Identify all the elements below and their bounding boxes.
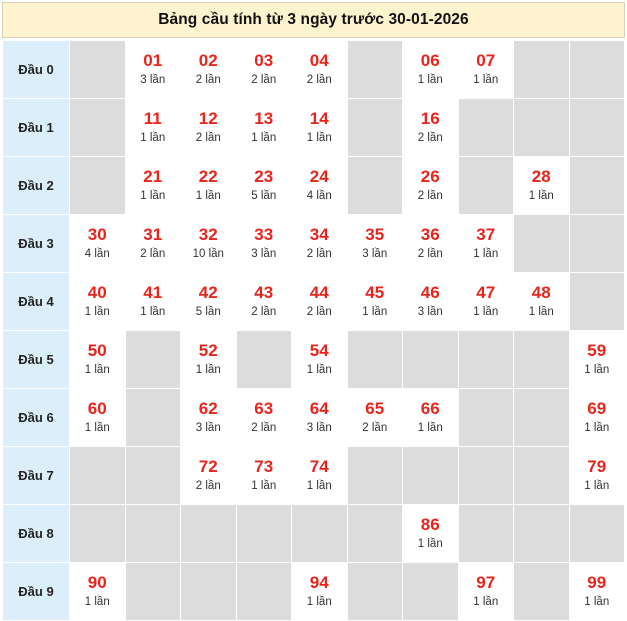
cell-count: 1 lần [195, 364, 221, 376]
cell-number: 11 [143, 109, 162, 128]
number-cell[interactable] [125, 215, 181, 273]
number-cell[interactable] [347, 215, 403, 273]
cell-count: 5 lần [195, 306, 221, 318]
number-cell[interactable] [181, 273, 237, 331]
cell-count: 1 lần [584, 364, 610, 376]
table-body [3, 41, 625, 621]
cell-number: 90 [87, 573, 107, 592]
cell-count: 1 lần [306, 596, 332, 608]
empty-cell [70, 41, 126, 99]
cell-number: 34 [309, 225, 329, 244]
number-cell[interactable] [569, 447, 625, 505]
row-header-label: Đầu 0 [18, 62, 54, 77]
cell-number: 28 [531, 167, 551, 186]
cell-number: 42 [198, 283, 218, 302]
table-row [3, 273, 625, 331]
cell-count: 1 lần [528, 306, 554, 318]
number-cell[interactable] [458, 273, 514, 331]
cell-count: 1 lần [584, 422, 610, 434]
cell-count: 2 lần [306, 248, 332, 260]
cell-number: 64 [309, 399, 329, 418]
empty-cell [514, 505, 570, 563]
empty-cell [347, 447, 403, 505]
number-cell[interactable] [403, 273, 459, 331]
empty-cell [458, 99, 514, 157]
cell-number: 03 [254, 51, 274, 70]
cell-number: 79 [587, 457, 607, 476]
number-cell[interactable] [70, 331, 126, 389]
cell-count: 1 lần [84, 596, 110, 608]
cell-number: 14 [309, 109, 329, 128]
number-cell[interactable] [403, 99, 459, 157]
cell-number: 48 [531, 283, 551, 302]
cell-number: 46 [420, 283, 440, 302]
cell-number: 72 [198, 457, 218, 476]
number-cell[interactable] [70, 389, 126, 447]
cell-number: 73 [254, 457, 274, 476]
cell-count: 3 lần [362, 248, 388, 260]
cell-number: 16 [420, 109, 440, 128]
number-cell[interactable] [292, 273, 348, 331]
cell-count: 1 lần [140, 306, 166, 318]
number-cell[interactable] [347, 273, 403, 331]
number-cell[interactable] [292, 215, 348, 273]
cell-number: 44 [309, 283, 329, 302]
empty-cell [403, 447, 459, 505]
row-header-4 [3, 273, 70, 331]
cell-count: 1 lần [84, 364, 110, 376]
number-cell[interactable] [236, 157, 292, 215]
number-cell[interactable] [236, 273, 292, 331]
table-row [3, 157, 625, 215]
empty-cell [514, 447, 570, 505]
number-cell[interactable] [125, 41, 181, 99]
empty-cell [458, 505, 514, 563]
row-header-label: Đầu 7 [18, 468, 54, 483]
cell-count: 2 lần [195, 74, 221, 86]
cell-number: 65 [365, 399, 385, 418]
empty-cell [181, 505, 237, 563]
empty-cell [70, 505, 126, 563]
empty-cell [458, 447, 514, 505]
cell-count: 1 lần [473, 74, 499, 86]
row-header-2 [3, 157, 70, 215]
number-cell[interactable] [403, 505, 459, 563]
number-cell[interactable] [181, 331, 237, 389]
row-header-3 [3, 215, 70, 273]
cell-number: 26 [420, 167, 440, 186]
cell-number: 04 [309, 51, 329, 70]
empty-cell [347, 505, 403, 563]
cell-count: 1 lần [84, 306, 110, 318]
empty-cell [514, 331, 570, 389]
cell-count: 1 lần [584, 480, 610, 492]
cell-count: 10 lần [192, 248, 224, 260]
cell-count: 4 lần [84, 248, 110, 260]
number-cell[interactable] [236, 389, 292, 447]
number-cell[interactable] [403, 215, 459, 273]
cell-count: 1 lần [417, 422, 443, 434]
number-cell[interactable] [347, 389, 403, 447]
row-header-5 [3, 331, 70, 389]
table-row [3, 447, 625, 505]
cell-number: 01 [143, 51, 163, 70]
number-cell[interactable] [292, 331, 348, 389]
number-cell[interactable] [181, 389, 237, 447]
empty-cell [347, 157, 403, 215]
empty-cell [569, 157, 625, 215]
empty-cell [514, 389, 570, 447]
number-cell[interactable] [236, 215, 292, 273]
cell-number: 36 [420, 225, 440, 244]
number-cell[interactable] [125, 273, 181, 331]
cell-count: 1 lần [251, 480, 277, 492]
number-cell[interactable] [292, 389, 348, 447]
row-header-1 [3, 99, 70, 157]
cell-number: 02 [198, 51, 218, 70]
cell-count: 2 lần [417, 190, 443, 202]
row-header-8 [3, 505, 70, 563]
cell-count: 1 lần [306, 480, 332, 492]
cell-number: 12 [198, 109, 218, 128]
cell-number: 37 [476, 225, 496, 244]
cell-count: 2 lần [251, 422, 277, 434]
row-header-label: Đầu 3 [18, 236, 54, 251]
row-header-label: Đầu 6 [18, 410, 54, 425]
cell-count: 1 lần [584, 596, 610, 608]
number-cell[interactable] [403, 389, 459, 447]
empty-cell [347, 331, 403, 389]
number-cell[interactable] [236, 99, 292, 157]
cell-number: 21 [143, 167, 163, 186]
cell-count: 1 lần [473, 248, 499, 260]
cell-count: 2 lần [195, 480, 221, 492]
cell-number: 30 [87, 225, 107, 244]
row-header-7 [3, 447, 70, 505]
row-header-label: Đầu 2 [18, 178, 54, 193]
cell-count: 5 lần [251, 190, 277, 202]
head-frequency-table [2, 40, 625, 621]
cell-number: 07 [476, 51, 496, 70]
number-cell[interactable] [181, 447, 237, 505]
number-cell[interactable] [181, 41, 237, 99]
cell-number: 69 [587, 399, 607, 418]
empty-cell [236, 505, 292, 563]
cell-count: 3 lần [195, 422, 221, 434]
number-cell[interactable] [181, 215, 237, 273]
number-cell[interactable] [70, 215, 126, 273]
cell-count: 1 lần [528, 190, 554, 202]
cell-number: 52 [198, 341, 218, 360]
empty-cell [125, 505, 181, 563]
row-header-6 [3, 389, 70, 447]
cell-count: 3 lần [306, 422, 332, 434]
cell-count: 2 lần [306, 306, 332, 318]
number-cell[interactable] [236, 41, 292, 99]
row-header-label: Đầu 9 [18, 584, 54, 599]
empty-cell [125, 447, 181, 505]
empty-cell [236, 331, 292, 389]
cell-number: 24 [309, 167, 329, 186]
empty-cell [458, 331, 514, 389]
number-cell[interactable] [181, 99, 237, 157]
empty-cell [125, 331, 181, 389]
number-cell[interactable] [403, 157, 459, 215]
empty-cell [514, 99, 570, 157]
cell-count: 2 lần [417, 248, 443, 260]
cell-number: 33 [254, 225, 274, 244]
cell-number: 62 [198, 399, 218, 418]
table-row [3, 505, 625, 563]
cell-count: 1 lần [306, 132, 332, 144]
cell-number: 41 [143, 283, 163, 302]
cell-count: 2 lần [251, 74, 277, 86]
cell-count: 2 lần [306, 74, 332, 86]
number-cell[interactable] [181, 157, 237, 215]
cell-number: 74 [309, 457, 329, 476]
cell-number: 32 [198, 225, 218, 244]
page-title: Bảng cầu tính từ 3 ngày trước 30-01-2026 [158, 11, 469, 28]
cell-number: 45 [365, 283, 385, 302]
cell-count: 1 lần [473, 306, 499, 318]
empty-cell [125, 389, 181, 447]
empty-cell [458, 389, 514, 447]
cell-number: 43 [254, 283, 274, 302]
table-row [3, 99, 625, 157]
cell-number: 59 [587, 341, 607, 360]
cell-count: 4 lần [306, 190, 332, 202]
table-row [3, 215, 625, 273]
cell-count: 2 lần [195, 132, 221, 144]
number-cell[interactable] [236, 447, 292, 505]
table-row [3, 331, 625, 389]
number-cell[interactable] [569, 331, 625, 389]
row-header-label: Đầu 8 [18, 526, 54, 541]
cell-number: 63 [254, 399, 274, 418]
cell-number: 35 [365, 225, 385, 244]
cell-number: 40 [87, 283, 107, 302]
empty-cell [569, 41, 625, 99]
cell-count: 1 lần [306, 364, 332, 376]
cell-number: 94 [309, 573, 329, 592]
empty-cell [292, 505, 348, 563]
table-title-bar [2, 2, 625, 38]
empty-cell [347, 99, 403, 157]
cell-number: 06 [420, 51, 440, 70]
cell-number: 13 [254, 109, 274, 128]
cell-number: 22 [198, 167, 218, 186]
number-cell[interactable] [292, 447, 348, 505]
number-cell[interactable] [458, 41, 514, 99]
cell-count: 1 lần [195, 190, 221, 202]
row-header-0 [3, 41, 70, 99]
cell-count: 2 lần [251, 306, 277, 318]
cell-count: 2 lần [140, 248, 166, 260]
table-row [3, 389, 625, 447]
empty-cell [514, 215, 570, 273]
empty-cell [569, 215, 625, 273]
empty-cell [347, 41, 403, 99]
cell-count: 2 lần [417, 132, 443, 144]
number-cell[interactable] [569, 389, 625, 447]
empty-cell [70, 99, 126, 157]
cell-number: 60 [87, 399, 107, 418]
empty-cell [403, 331, 459, 389]
cell-count: 2 lần [362, 422, 388, 434]
row-header-label: Đầu 5 [18, 352, 54, 367]
number-cell[interactable] [458, 215, 514, 273]
number-cell[interactable] [70, 273, 126, 331]
cell-number: 23 [254, 167, 274, 186]
number-cell[interactable] [514, 273, 570, 331]
number-cell[interactable] [292, 99, 348, 157]
cell-number: 66 [420, 399, 440, 418]
number-cell[interactable] [125, 157, 181, 215]
table-row [3, 41, 625, 99]
cell-count: 1 lần [417, 74, 443, 86]
cell-number: 50 [87, 341, 107, 360]
cell-count: 1 lần [140, 132, 166, 144]
number-cell[interactable] [292, 41, 348, 99]
empty-cell [514, 41, 570, 99]
row-header-label: Đầu 1 [18, 120, 54, 135]
cell-count: 1 lần [84, 422, 110, 434]
cell-count: 3 lần [251, 248, 277, 260]
empty-cell [569, 505, 625, 563]
cell-count: 1 lần [473, 596, 499, 608]
cell-number: 99 [587, 573, 607, 592]
cell-count: 3 lần [140, 74, 166, 86]
number-cell[interactable] [125, 99, 181, 157]
number-cell[interactable] [514, 157, 570, 215]
cell-count: 1 lần [362, 306, 388, 318]
cell-number: 47 [476, 283, 496, 302]
lottery-head-table-page [0, 2, 627, 614]
row-header-label: Đầu 4 [18, 294, 54, 309]
cell-count: 1 lần [417, 538, 443, 550]
cell-number: 97 [476, 573, 496, 592]
cell-count: 1 lần [140, 190, 166, 202]
empty-cell [569, 99, 625, 157]
number-cell[interactable] [292, 157, 348, 215]
cell-number: 31 [143, 225, 163, 244]
cell-number: 86 [420, 515, 440, 534]
empty-cell [569, 273, 625, 331]
number-cell[interactable] [403, 41, 459, 99]
cell-number: 54 [309, 341, 329, 360]
cell-count: 1 lần [251, 132, 277, 144]
empty-cell [70, 447, 126, 505]
cell-count: 3 lần [417, 306, 443, 318]
empty-cell [458, 157, 514, 215]
empty-cell [70, 157, 126, 215]
